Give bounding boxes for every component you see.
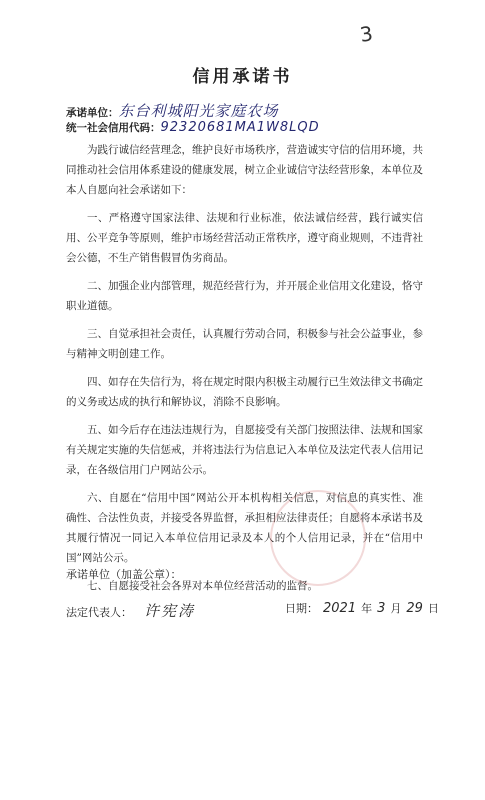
pledge-item-4: 四、如存在失信行为，将在规定时限内积极主动履行已生效法律文书确定的义务或达成的执行和解协议，消除不良影响。 [66, 376, 423, 408]
pledge-item-7: 七、自愿接受社会各界对本单位经营活动的监督。 [87, 580, 318, 592]
pledging-unit-field [66, 100, 279, 121]
credit-code-handwritten: 92320681MA1W8LQD [160, 120, 320, 135]
pledge-intro: 为践行诚信经营理念，维护良好市场秩序，营造诚实守信的信用环境，共同推动社会信用体系建设的健康发展，树立企业诚信守法经营形象，本单位及本人自愿向社会承诺如下： [66, 144, 423, 196]
date-field [285, 600, 439, 616]
pledge-item-6: 六、自愿在“信用中国”网站公开本机构相关信息，对信息的真实性、准确性、合法性负责，并接受各界监督，承担相应法律责任；自愿将本承诺书及其履行情况一同记入本单位信用记录及本人的个人信用记录，并在“信用中国”网站公示。 [66, 492, 423, 564]
month-char: 月 [390, 602, 402, 615]
date-label: 日期： [285, 602, 318, 615]
pledging-unit-label: 承诺单位： [66, 107, 119, 119]
year-char: 年 [361, 602, 373, 615]
official-seal [270, 490, 366, 586]
day-char: 日 [427, 602, 439, 615]
legal-representative-field [66, 600, 195, 621]
date-year: 2021 [323, 601, 357, 616]
signature-unit-label: 承诺单位（加盖公章）： [66, 568, 182, 581]
credit-code-field [66, 120, 320, 135]
pledge-item-5: 五、如今后存在违法违规行为，自愿接受有关部门按照法律、法规和国家有关规定实施的失信惩戒，并将违法行为信息记入本单位及法定代表人信用记录，在各级信用门户网站公示。 [66, 424, 423, 476]
legal-representative-signature: 许宪涛 [144, 602, 196, 620]
pledge-body [66, 140, 423, 604]
page-number: 3 [358, 21, 375, 47]
document-title: 信用承诺书 [192, 67, 293, 87]
credit-code-label: 统一社会信用代码： [66, 122, 161, 134]
pledging-unit-handwritten: 东台利城阳光家庭农场 [118, 102, 279, 120]
date-day: 29 [406, 601, 423, 616]
pledge-item-1: 一、严格遵守国家法律、法规和行业标准，依法诚信经营，践行诚实信用、公平竞争等原则，维护市场经营活动正常秩序，遵守商业规则，不违背社会公德，不生产销售假冒伪劣商品。 [66, 212, 423, 264]
legal-representative-label: 法定代表人： [66, 606, 132, 619]
date-month: 3 [377, 601, 386, 616]
pledge-item-3: 三、自觉承担社会责任，认真履行劳动合同，积极参与社会公益事业，参与精神文明创建工作。 [66, 328, 423, 360]
pledge-item-2: 二、加强企业内部管理，规范经营行为，并开展企业信用文化建设，恪守职业道德。 [66, 280, 423, 312]
